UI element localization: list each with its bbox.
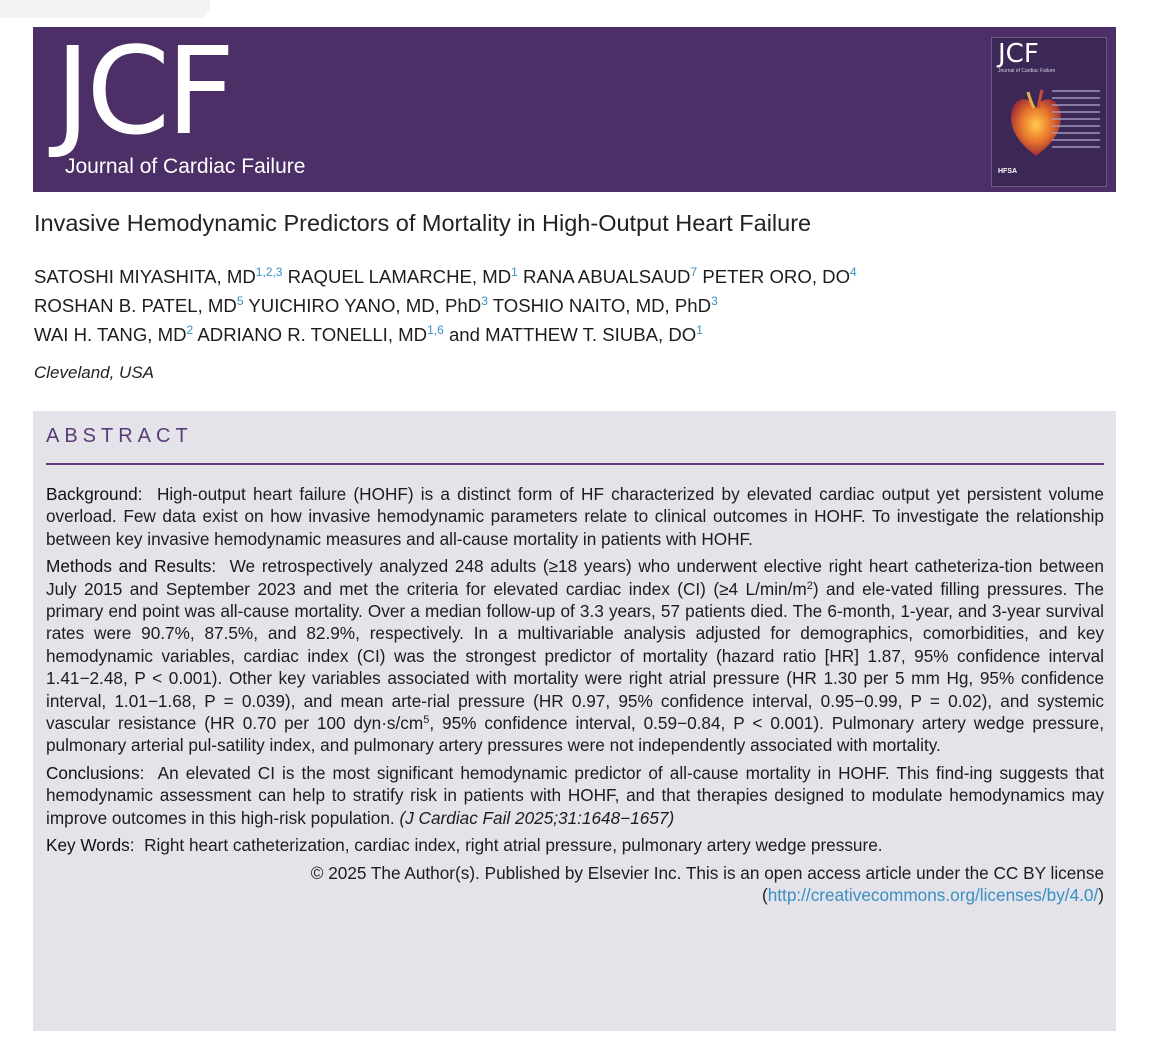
author-affiliation[interactable]: 4 <box>850 265 857 279</box>
author-line-3 <box>34 320 857 349</box>
cover-subtitle: Journal of Cardiac Failure <box>998 68 1056 74</box>
author-location: Cleveland, USA <box>34 363 155 382</box>
abstract-methods <box>46 555 1104 757</box>
author-name: ROSHAN B. PATEL, MD <box>34 295 237 316</box>
author-line-1 <box>34 262 857 291</box>
author-name: WAI H. TANG, MD <box>34 324 187 345</box>
section-text: ) and ele-vated filling pressures. The primary end point was all-cause mortality. Over a median follow-up of 3.3 years, 57 patients died. The 6-month, 1-year, and 3-year survival rates were 90.7%, 87.5%, and 82.9%, respectively. In a multivariable analysis adjusted for demographics, comorbidities, and key hemodynamic variables, cardiac index (CI) was the strongest predictor of mortality (hazard ratio [HR] 1.87, 95% confidence interval 1.41−2.48, P < 0.001). Other key variables associated with mortality were right atrial pressure (HR 1.30 per 5 mm Hg, 95% confidence interval, 1.01−1.68, P = 0.039), and mean arte-rial pressure (HR 0.97, 95% confidence interval, 0.95−0.99, P = 0.02), and systemic vascular resistance (HR 0.70 per 100 dyn·s/cm <box>46 578 1104 734</box>
abstract-divider <box>46 463 1104 465</box>
author-name: TOSHIO NAITO, MD, PhD <box>492 295 712 316</box>
license-link[interactable]: http://creativecommons.org/licenses/by/4.0/ <box>767 884 1099 905</box>
journal-banner <box>33 23 1116 192</box>
abstract-keywords <box>46 834 1104 856</box>
author-affiliation[interactable]: 1,2,3 <box>255 265 283 279</box>
superscript: 2 <box>806 579 813 592</box>
author-name: RANA ABUALSAUD <box>523 266 691 287</box>
superscript: 5 <box>423 714 430 727</box>
abstract-box <box>33 411 1116 1031</box>
section-text: We retrospectively analyzed 248 adults (≥18 years) who underwent elective right heart catheteriza-tion between July 2015 and September 2023 and met the criteria for elevated cardiac index (CI) (≥4 L/min/m <box>46 556 1104 599</box>
author-affiliation[interactable]: 1 <box>696 323 703 337</box>
section-label: Key Words: <box>46 835 135 856</box>
section-text: Right heart catheterization, cardiac index, right atrial pressure, pulmonary artery wedge pressure. <box>144 835 883 856</box>
section-label: Background: <box>46 484 143 504</box>
journal-name: Journal of Cardiac Failure <box>65 155 306 178</box>
author-name: PETER ORO, DO <box>702 266 851 287</box>
cover-logo: JCF <box>998 39 1039 69</box>
abstract-conclusions <box>46 762 1104 829</box>
section-label: Methods and Results: <box>46 556 217 577</box>
author-affiliation[interactable]: 3 <box>481 294 488 308</box>
journal-cover-image[interactable] <box>991 37 1107 187</box>
cover-toc-lines <box>1052 90 1100 153</box>
license-text: © 2025 The Author(s). Published by Elsevier Inc. This is an open access article under the CC BY license ( <box>310 862 1104 905</box>
author-list <box>34 262 857 349</box>
section-label: Conclusions: <box>46 762 145 783</box>
section-text: , 95% confidence interval, 0.59−0.84, P < 0.001). Pulmonary artery wedge pressure, pulmonary arterial pul-satility index, and pulmonary artery pressures were not independently associated with mortality. <box>46 713 1104 756</box>
author-affiliation[interactable]: 2 <box>186 323 194 337</box>
abstract-background <box>46 483 1104 550</box>
author-affiliation[interactable]: 1,6 <box>427 323 444 337</box>
author-affiliation[interactable]: 1 <box>511 265 518 279</box>
section-text: High-output heart failure (HOHF) is a distinct form of HF characterized by elevated cardiac output yet persistent volume overload. Few data exist on how invasive hemodynamic parameters relate to clinical outcomes in HOHF. To investigate the relationship between key invasive hemodynamic measures and all-cause mortality in patients with HOHF. <box>46 484 1104 549</box>
author-name: YUICHIRO YANO, MD, PhD <box>248 295 482 316</box>
author-line-2 <box>34 291 857 320</box>
author-affiliation[interactable]: 5 <box>236 294 244 308</box>
abstract-heading: ABSTRACT <box>46 425 193 447</box>
author-name: SATOSHI MIYASHITA, MD <box>34 266 256 287</box>
journal-logo: JCF <box>55 23 232 162</box>
author-name: and MATTHEW T. SIUBA, DO <box>448 324 697 345</box>
section-text: An elevated CI is the most significant hemodynamic predictor of all-cause mortality in HOHF. This find-ing suggests that hemodynamic assessment can help to stratify risk in patients with HOHF, and that therapies designed to modulate hemodynamics may improve outcomes in this high-risk population. <box>46 762 1104 828</box>
article-title: Invasive Hemodynamic Predictors of Mortality in High-Output Heart Failure <box>34 210 812 236</box>
cover-publisher-logo: HFSA <box>998 168 1018 175</box>
author-affiliation[interactable]: 7 <box>690 265 698 279</box>
abstract-body <box>46 483 1104 906</box>
browser-top-bar <box>0 0 210 18</box>
author-affiliation[interactable]: 3 <box>711 294 718 308</box>
license-statement <box>46 862 1104 907</box>
author-name: ADRIANO R. TONELLI, MD <box>197 324 428 345</box>
citation: (J Cardiac Fail 2025;31:1648−1657) <box>399 807 675 828</box>
license-close: ) <box>1098 884 1104 905</box>
author-name: RAQUEL LAMARCHE, MD <box>287 266 512 287</box>
